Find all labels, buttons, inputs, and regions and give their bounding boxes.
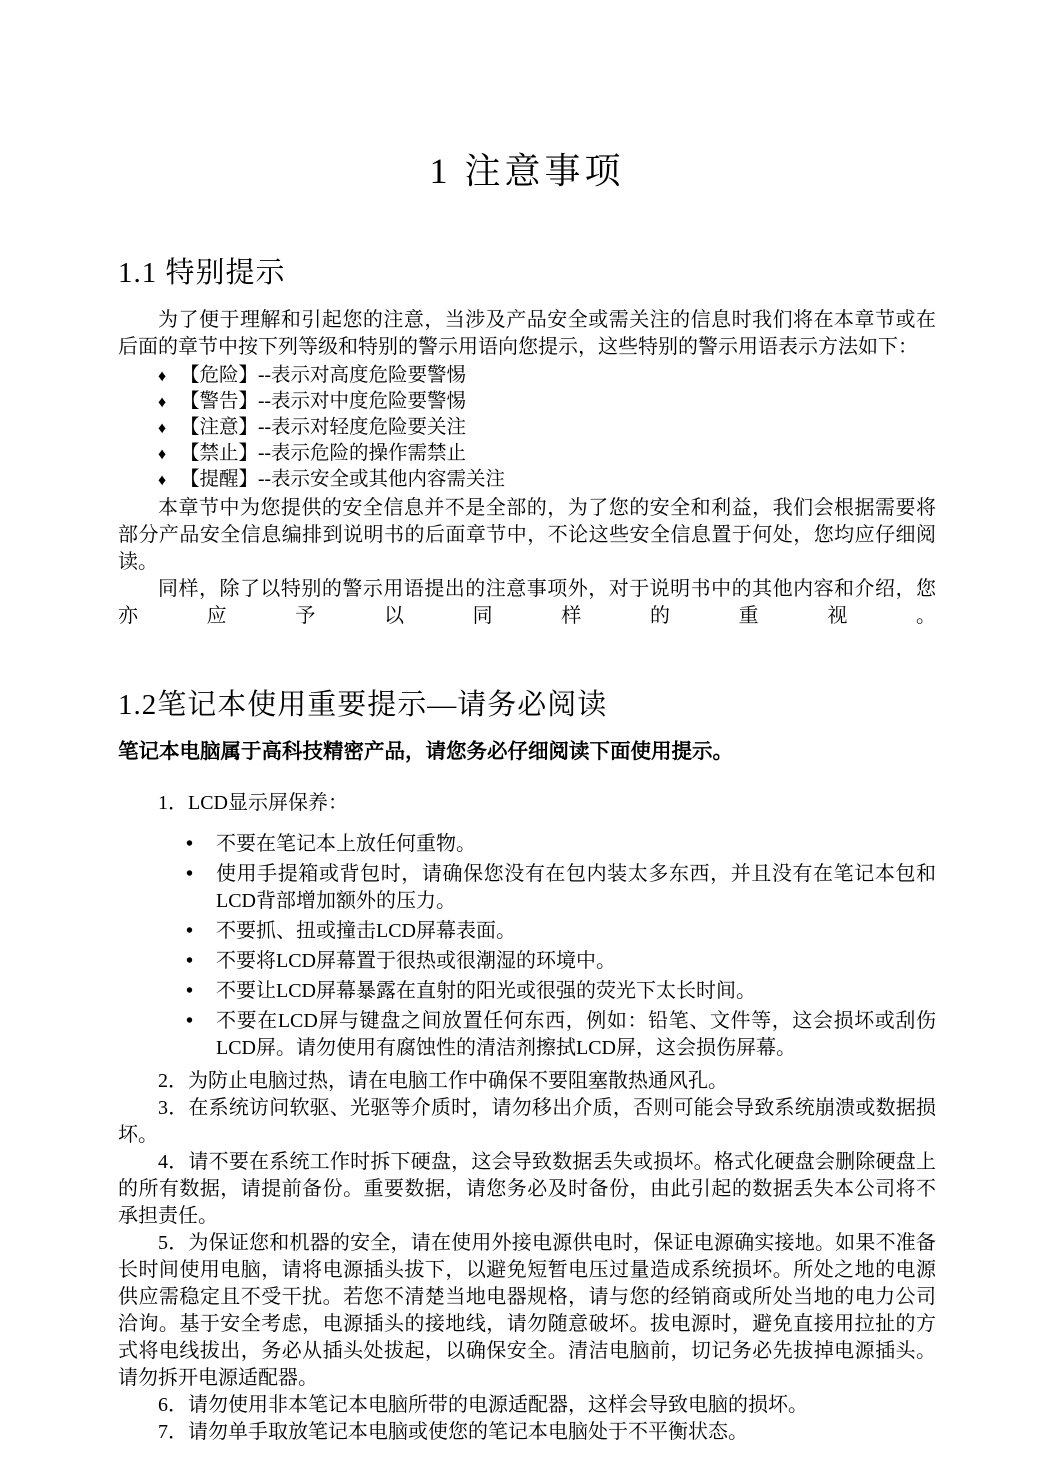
item-3-media-access: 3．在系统访问软驱、光驱等介质时，请勿移出介质，否则可能会导致系统崩溃或数据损坏。 xyxy=(118,1097,936,1146)
list-item xyxy=(158,467,936,493)
section-1-1-heading: 1.1 特别提示 xyxy=(118,257,286,289)
list-item-text: 不要在LCD屏与键盘之间放置任何东西，例如：铅笔、文件等，这会损坏或刮伤LCD屏。请勿使用有腐蚀性的清洁剂擦拭LCD屏，这会损伤屏幕。 xyxy=(216,1010,936,1059)
list-item xyxy=(186,918,936,945)
list-item-text: 不要将LCD屏幕置于很热或很潮湿的环境中。 xyxy=(216,950,616,972)
paragraph-other-content-notice: 同样，除了以特别的警示用语提出的注意事项外，对于说明书中的其他内容和介绍，您亦应予以同样的重视。 xyxy=(118,578,936,627)
item-1-lcd-care-label: 1．LCD显示屏保养： xyxy=(158,792,348,814)
dot-bullet-icon: • xyxy=(186,833,194,855)
list-item xyxy=(186,861,936,915)
warning-terms-list xyxy=(158,363,936,493)
list-item xyxy=(186,948,936,975)
paragraph-special-notice-intro: 为了便于理解和引起您的注意，当涉及产品安全或需关注的信息时我们将在本章节或在后面的章节中按下列等级和特别的警示用语向您提示，这些特别的警示用语表示方法如下： xyxy=(118,309,936,358)
list-item-text: 【警告】--表示对中度危险要警惕 xyxy=(180,391,466,412)
list-item xyxy=(186,831,936,858)
important-notice-intro: 笔记本电脑属于高科技精密产品，请您务必仔细阅读下面使用提示。 xyxy=(118,741,733,763)
diamond-bullet-icon: ♦ xyxy=(158,420,167,437)
dot-bullet-icon: • xyxy=(186,950,194,972)
dot-bullet-icon: • xyxy=(186,980,194,1002)
diamond-bullet-icon: ♦ xyxy=(158,368,167,385)
list-item-text: 【危险】--表示对高度危险要警惕 xyxy=(180,365,466,386)
diamond-bullet-icon: ♦ xyxy=(158,472,167,489)
list-item-text: 【提醒】--表示安全或其他内容需关注 xyxy=(180,469,505,490)
list-item-text: 不要让LCD屏幕暴露在直射的阳光或很强的荧光下太长时间。 xyxy=(216,980,756,1002)
dot-bullet-icon: • xyxy=(186,920,194,942)
diamond-bullet-icon: ♦ xyxy=(158,446,167,463)
list-item xyxy=(158,363,936,389)
item-5-power-safety: 5．为保证您和机器的安全，请在使用外接电源供电时，保证电源确实接地。如果不准备长时间使用电脑，请将电源插头拔下，以避免短暂电压过量造成系统损坏。所处之地的电源供应需稳定且不受干扰。若您不清楚当地电器规格，请与您的经销商或所处当地的电力公司洽询。基于安全考虑，电源插头的接地线，请勿随意破坏。拔电源时，避免直接用拉扯的方式将电线拔出，务必从插头处拔起，以确保安全。清洁电脑前，切记务必先拔掉电源插头。请勿拆开电源适配器。 xyxy=(118,1232,936,1389)
list-item xyxy=(158,441,936,467)
list-item-text: 不要抓、扭或撞击LCD屏幕表面。 xyxy=(216,920,516,942)
list-item xyxy=(158,415,936,441)
item-2-overheat: 2．为防止电脑过热，请在电脑工作中确保不要阻塞散热通风孔。 xyxy=(158,1070,728,1092)
dot-bullet-icon: • xyxy=(186,863,194,885)
item-7-handling: 7．请勿单手取放笔记本电脑或使您的笔记本电脑处于不平衡状态。 xyxy=(158,1421,748,1443)
list-item-text: 使用手提箱或背包时，请确保您没有在包内装太多东西，并且没有在笔记本包和LCD背部增加额外的压力。 xyxy=(216,863,936,912)
item-4-hard-disk: 4．请不要在系统工作时拆下硬盘，这会导致数据丢失或损坏。格式化硬盘会删除硬盘上的所有数据，请提前备份。重要数据，请您务必及时备份，由此引起的数据丢失本公司将不承担责任。 xyxy=(118,1151,936,1227)
list-item xyxy=(186,978,936,1005)
list-item-text: 【禁止】--表示危险的操作需禁止 xyxy=(180,443,466,464)
page-title: 1 注意事项 xyxy=(429,151,625,191)
dot-bullet-icon: • xyxy=(186,1010,194,1032)
list-item xyxy=(186,1008,936,1062)
list-item xyxy=(158,389,936,415)
item-6-power-adapter: 6．请勿使用非本笔记本电脑所带的电源适配器，这样会导致电脑的损坏。 xyxy=(158,1394,808,1416)
list-item-text: 不要在笔记本上放任何重物。 xyxy=(216,833,476,855)
lcd-care-list xyxy=(186,831,936,1062)
paragraph-safety-info-location: 本章节中为您提供的安全信息并不是全部的，为了您的安全和利益，我们会根据需要将部分产品安全信息编排到说明书的后面章节中，不论这些安全信息置于何处，您均应仔细阅读。 xyxy=(118,497,936,573)
section-1-2-heading: 1.2笔记本使用重要提示—请务必阅读 xyxy=(118,689,608,721)
list-item-text: 【注意】--表示对轻度危险要关注 xyxy=(180,417,466,438)
diamond-bullet-icon: ♦ xyxy=(158,394,167,411)
